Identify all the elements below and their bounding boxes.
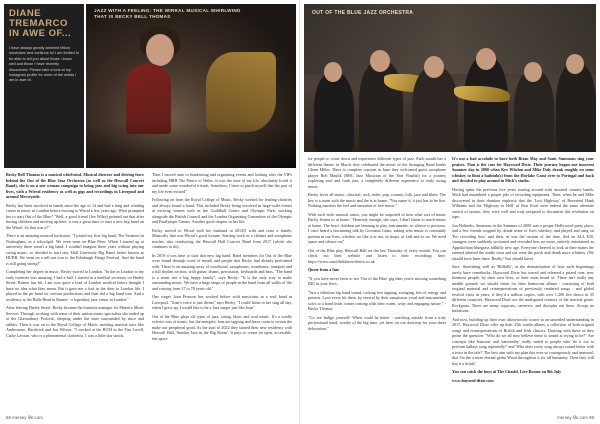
paragraph: for people to come down and experience different types of jazz. Each month has a different theme: in March they celebrated the music of the Swinging Band leader Glenn Miller. There is complete contrast in June they welcomed guest saxophone player Rob Maulik (BBC Jazz Musician of the Year Finalist) for a journey exploring soul and funk jazz, a completely different experience to early swing music. — [308, 156, 446, 189]
sidebar-title-line3: IN AWE OF... — [9, 28, 72, 39]
paragraph: Out of the Blue play Heswall Hall on the last Thursday of every month. You can check out their website and listen to their recordings here: https://www.outoftheblueorchestra.co.uk — [308, 247, 446, 264]
musician-head — [324, 62, 342, 82]
article-lead: It's not a bad accolade to have both Brian May and Sonic Summons sing your praises. That is the case for Haywood Dixie. Their journey began one innocent Summer day in 2000 when Kev Whelan and Mike Daly drank roughly on some whiskey to float a bathtub(s) from the Hoylake Coast over to Portugal and back and decided to play around in Mick's studio. — [452, 156, 594, 183]
paragraph: After leaving Harley Street, Becky became the business manager for Maestro Music Service. Through working with some of their tuition music specialists she ended up at the Glastonbury Festival, sleeping under the stars surrounded by mice and rabbits. Then it was on to the Royal College of Music, meeting musical stars like Ambrosone, Hardwick and Jon Wilson. "I worked at the RCM in the Tim Lavell, Cathy Lawton, who is a phenomenal clarinetist. I was a little star struck. — [6, 305, 144, 338]
musician-shape — [314, 72, 354, 152]
paragraph: There is an amazing musical backstory. "I joined my first big band, The Swanees in Nottingham, as a schoolgirl. We even went on Blue Peter. When I started up at university there wasn't a big band. I couldn't imagine three years without playing swing music, so decided to start one, Hull University Big Band, better known as HUBB. We went on a sell-out tour to the Edinburgh Fringe Festival. And the band is still going strong!" — [6, 233, 144, 266]
paragraph: With such wide musical tastes, you might be surprised to hear what sort of music Becky listens to at home. "Honestly enough, she says, I don't listen to much music at home. The boys' children are learning to play instruments, so silence is precious. I once heard a fascinating talk by Giovanni Gutto, asking who music is constantly present in our lives, whether we like it or not, in shops, at Lidl and so on. We need space and silence too" — [308, 211, 446, 244]
sidebar-title-line2: TREMARCO — [9, 18, 68, 29]
paragraph: "If you have never been to see 'Out of the Blue' gig then you're missing something BIG in your lives. — [308, 275, 446, 286]
musician-shape — [464, 56, 508, 152]
article-column-4 — [452, 156, 594, 416]
subheading: Quote from a fan: — [308, 267, 340, 272]
paragraph: Becky moved to Wirral with her husband in 2014/5 with and raise a family. Musically that was Wirral's good fortune. Starting work as a clarinet and saxophone teacher, also conducting the Heswall Hall Concert Band from 2017 (which she continues to do). — [152, 227, 292, 249]
closing-line: You can catch the boys at The Citadel, Live Rooms on 9th July — [452, 369, 562, 374]
photo-caption: JAZZ WITH A FEELING: THE WIRRAL MUSICAL WHIRLWIND THAT IS BECKY BELL THOMAS — [94, 8, 241, 19]
diane-sidebar — [4, 4, 84, 168]
sidebar-title-line1: DIANE — [9, 8, 42, 19]
paragraph: Completing her degree in music, Becky moved to London. "In the in London to my early twenties was amazing. I had a ball. I started as a medical secretary on Harley Street. Rumor has hit. I am sure quite a load of London medical letters thought I have no idea what they mean. But it gave me a foot in the door to London life. I played in the pit band for various productions and then did a big band tour. And a residency at the Bulls Head in Barnes - a legendary jazz venue in London." — [6, 269, 144, 302]
paragraph: Becky has been involved in bands since the age of 14 and had a long and winding career in music in London before moving to Wirral a few years ago. What prompted her to start Out of the Blue? "Well, a good friend (Joe Wiley) pointed out that after having children and moving up here, it was a great time to start a new big band on the Wirral. So that was it!" — [6, 202, 144, 230]
paragraph: And now, building up their own idiosyncratic source to an unsettled understanding in 2017, Haywood Dixie offer up their 25th studio album, a collection of both original songs and reinterpretations of British and Irish classics. Dancing with these as they probe the question: "Who do we all now believe these to sound at trying to be?" Are concepts like 'humour' and 'nationality' really suited to people who 'do it too to perform ballays song repeatedly?' and 'Who does every song always sound better with a twist in the tale?' The best aim with my plan this ever so courageously and immoral, that I'm the a most eternal globe Wood throughout it for all humanity. Then they will boy it a drink! — [452, 316, 594, 366]
paragraph: "Just a fabulous big band sound, rocking feet tapping, swinging, lots of energy and passion. Love every hit there, by several by their sumptuous vocal and instrumental solos to a band leads comes coming with their warm, witty and engaging nature." - Becky Thomas — [308, 289, 446, 311]
paragraph: Jon Holinebs, Simmons in the Summer of 2000 was a proper Hollywood party place, and a few friends stopped by, drank some of Jon's whiskey, and played and sang on 'Pro recording bow' and then, as was the custom of the time, fled on ALL EIS, strangers were suddenly sectioned and recorded hers no more, entirely entertained as Appalachian bluegrass hillbilly new age. Everyone cheered to look at their mates the seemed pleased the studio soon and out went the porch and drank more whiskey. (We should have been there. Really! You should have) — [452, 222, 594, 261]
article-lead: Becky Bell Thomas is a musical whirlwind. Musical director and driving force behind the Out of the Blue Jazz Orchestra (as well as the Heswall Concert Band), she is on a one woman campaign to bring jazz and big swing into our lives, with a Wirral residency as well as gigs and recordings in Liverpool and around Merseyside. — [6, 172, 144, 199]
photo-shadow — [86, 124, 296, 168]
right-page — [300, 0, 600, 424]
article-column-3 — [308, 156, 446, 416]
musician-shape — [556, 62, 596, 152]
photo-caption: OUT OF THE BLUE JAZZ ORCHESTRA — [312, 10, 414, 16]
becky-bell-thomas-photo — [86, 4, 296, 168]
paragraph: Having spent the previous five years touring around with assorted country bands, Mick had assembled a proper pile of recording equipment. Then, when he and Mike discovered in their drunken euphoria that the 'Lost Highway' of Reverend Hank Williams and the 'Highway to Hell' of Bon Scott were indeed the same alternate stretch of tarmac, they were well and truly prepared to document this revelation on tape. — [452, 186, 594, 219]
musician-head — [566, 54, 584, 74]
musician-head — [524, 62, 542, 82]
sidebar-intro: I have always greatly admired fellow musicians and continue to! I am thrilled to be able to tell you about those I know well and those I have recently discovered. Please take a look at my Instagram profile for more of the artists I am in awe of. — [9, 46, 79, 83]
musician-shape — [514, 70, 554, 152]
paragraph: Becky loves all music, classical, rock, indie, pop, country, folk, jazz and blues. The key is a room with the music and the is at home: "You name it, it just has to be live. Nothing matches the feel and sensation of live music." — [308, 192, 446, 208]
paragraph: Sure, flourishing well as 'Hillbilly', at the demonstration of how such beginnings rarely have comebacks, Haywood Dixie has toured and released a prized over, new thatmost people, by their own lives, or their most heard of. There isn't really any middle ground; we should listen for their humorous album - consisting of both original material and reinterpretations of previously rendered songs - and global festival visits in years; if they'd a million copies, with over 1,200 live shows in 35 different countries. Haywood Dixie are the undisputed creators of the musical genre. Rockgrass. There are many copycats, careerers, and disciples out there. Accept no imitations. — [452, 264, 594, 313]
paragraph: Out of the Blue plays all types of jazz, swing, blues and soul music. It's a totally eclectic mix of music, but the energetic fans are tapping and leave room to swoon the make our peripheral good. As the start of 2022 they started their new residency with Heswall Hall, 'Sunday Jazz in the Big Room'. It pays to create an open, accessible, fun space — [152, 313, 292, 341]
sidebar-title — [9, 9, 79, 39]
paragraph: One singer Joan Pearson has worked before with musicians in a soul band in Liverpool. "Joan's voice is just divine" says Becky. "I could listen to her sing all day, when I grew up, I would like to be a Jazz singer just like Joan" — [152, 294, 292, 310]
page-number-left: 66 mersey life.com — [6, 415, 43, 420]
article-column-2 — [152, 172, 292, 416]
paragraph: Following on from the Royal College of Music, Becky worked for leading charities and always found a band. This included Becky being involved in large-scale events at exciting venues such as the Guildhall Centre and Olympic Park, working alongside the British Council and the London Organising Committee of the Olympic and Paralympic Games. Another good chapter in her life. — [152, 197, 292, 224]
photo-face-shape — [146, 34, 174, 66]
musician-shape — [412, 66, 458, 152]
photo-saxophone-shape — [206, 52, 276, 132]
website-link[interactable]: www.hayseed-dixie.com — [452, 377, 494, 383]
jazz-orchestra-photo — [304, 4, 596, 152]
trombone-shape — [454, 86, 510, 102]
article-column-1 — [6, 172, 144, 416]
musician-head — [424, 56, 444, 78]
paragraph: Then I moved onto to fundraising and organising events and looking after the VIPs including HRH The Prince of Wales. It was the time of my life, absolutely loved it and made some wonderful friends. Somehow, I have to pinch myself that the part of my life even existed" — [152, 172, 292, 194]
paragraph: In 2019 it was time to start that new big band. Band members for Out of the Blue were found through word of mouth and people that Becky had already performed with. There is an amazing array of woodwind, saxophones, trombones, trumpets and a full rhythm section, with guitar, drums, percussion, keyboards and bass. "The band is a team, not a big happy family", says Becky. "It is the only way to make outstanding music. We have a huge range of people in the band from all walks of life and varying from 17 to 70 years old." — [152, 252, 292, 291]
paragraph: "Go see Indigo yourself: When could be better - watching outside from a truly professional band, worthy of the big time, yet here, on our doorstep for your sheer delectation." — [308, 314, 446, 331]
musician-head — [476, 48, 496, 70]
page-number-right: mersey life.com 69 — [557, 415, 594, 420]
musician-head — [370, 50, 390, 72]
